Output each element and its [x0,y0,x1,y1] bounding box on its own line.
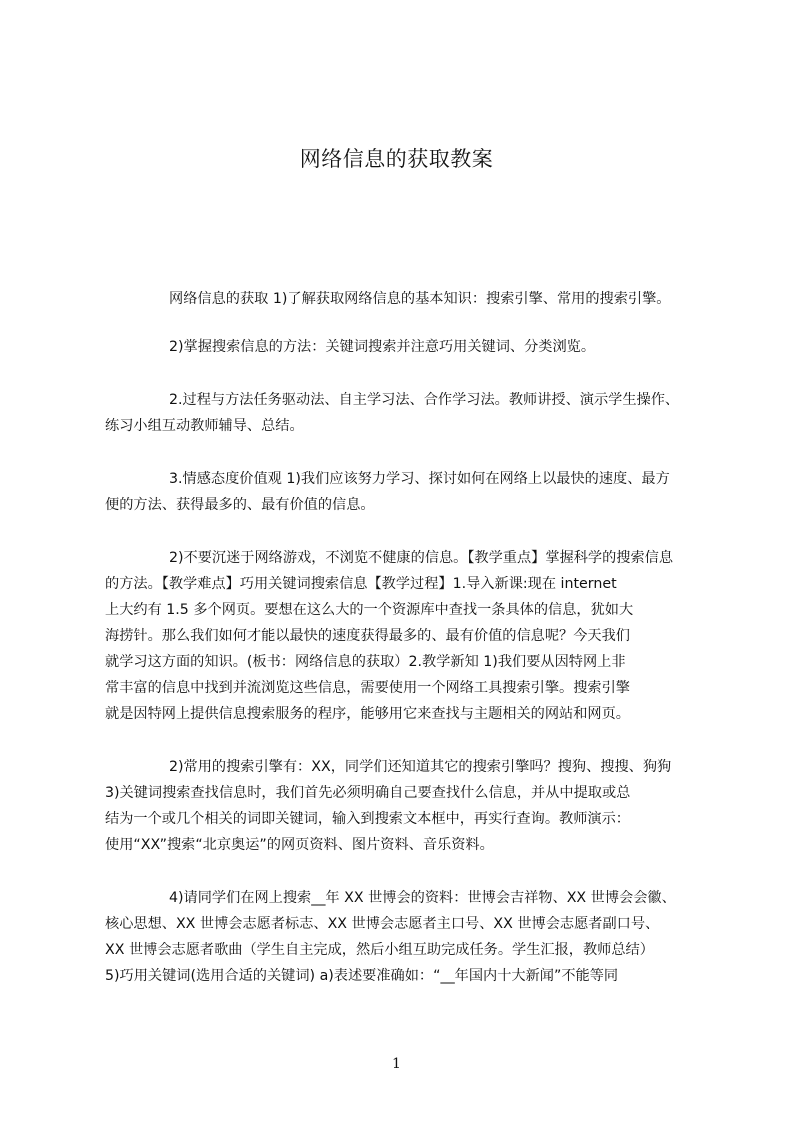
paragraph-line: 结为一个或几个相关的词即关键词，输入到搜索文本框中，再实行查询。教师演示： [105,811,630,827]
paragraph [105,885,705,989]
document-title: 网络信息的获取教案 [299,147,494,171]
paragraph-line: 核心思想、XX 世博会志愿者标志、XX 世博会志愿者主口号、XX 世博会志愿者副口号、 [105,916,660,932]
paragraph [105,286,705,312]
paragraph-line: 2)常用的搜索引擎有：XX，同学们还知道其它的搜索引擎吗？搜狗、搜搜、狗狗 [169,759,672,775]
paragraph [105,387,705,439]
paragraph-line: 4)请同学们在网上搜索__年 XX 世博会的资料：世博会吉祥物、XX 世博会会徽、 [169,890,676,906]
paragraph-line: 练习小组互动教师辅导、总结。 [105,418,304,434]
paragraph-line: 2)不要沉迷于网络游戏，不浏览不健康的信息。【教学重点】掌握科学的搜索信息 [169,550,674,566]
paragraph-line: 使用“XX”搜索“北京奥运”的网页资料、图片资料、音乐资料。 [105,837,494,853]
paragraph [105,334,705,360]
paragraph-line: 2)掌握搜索信息的方法：关键词搜索并注意巧用关键词、分类浏览。 [169,339,596,355]
paragraph-line: 网络信息的获取 1)了解获取网络信息的基本知识：搜索引擎、常用的搜索引擎。 [169,291,671,307]
paragraph [105,466,705,518]
paragraph-line: 上大约有 1.5 多个网页。要想在这么大的一个资源库中查找一条具体的信息，犹如大 [105,602,634,618]
paragraph-line: 常丰富的信息中找到并流浏览这些信息，需要使用一个网络工具搜索引擎。搜索引擎 [105,680,630,696]
page-number: 1 [392,1056,401,1072]
paragraph-line: XX 世博会志愿者歌曲（学生自主完成，然后小组互助完成任务。学生汇报，教师总结） [105,942,654,958]
document-body [105,286,705,1016]
paragraph-line: 3)关键词搜索查找信息时，我们首先必须明确自己要查找什么信息，并从中提取或总 [105,785,631,801]
paragraph-line: 就学习这方面的知识。(板书：网络信息的获取）2.教学新知 1)我们要从因特网上非 [105,654,626,670]
paragraph-line: 5)巧用关键词(选用合适的关键词) a)表述要准确如：“__年国内十大新闻”不能等同 [105,968,619,984]
paragraph-line: 的方法。【教学难点】巧用关键词搜索信息【教学过程】1.导入新课:现在 internet [105,576,617,592]
paragraph-line: 2.过程与方法任务驱动法、自主学习法、合作学习法。教师讲授、演示学生操作、 [169,392,680,408]
paragraph-line: 3.情感态度价值观 1)我们应该努力学习、探讨如何在网络上以最快的速度、最方 [169,471,670,487]
paragraph [105,545,705,727]
paragraph-line: 海捞针。那么我们如何才能以最快的速度获得最多的、最有价值的信息呢？今天我们 [105,628,630,644]
paragraph-line: 就是因特网上提供信息搜索服务的程序，能够用它来查找与主题相关的网站和网页。 [105,706,630,722]
paragraph-line: 便的方法、获得最多的、最有价值的信息。 [105,497,375,513]
paragraph [105,754,705,858]
